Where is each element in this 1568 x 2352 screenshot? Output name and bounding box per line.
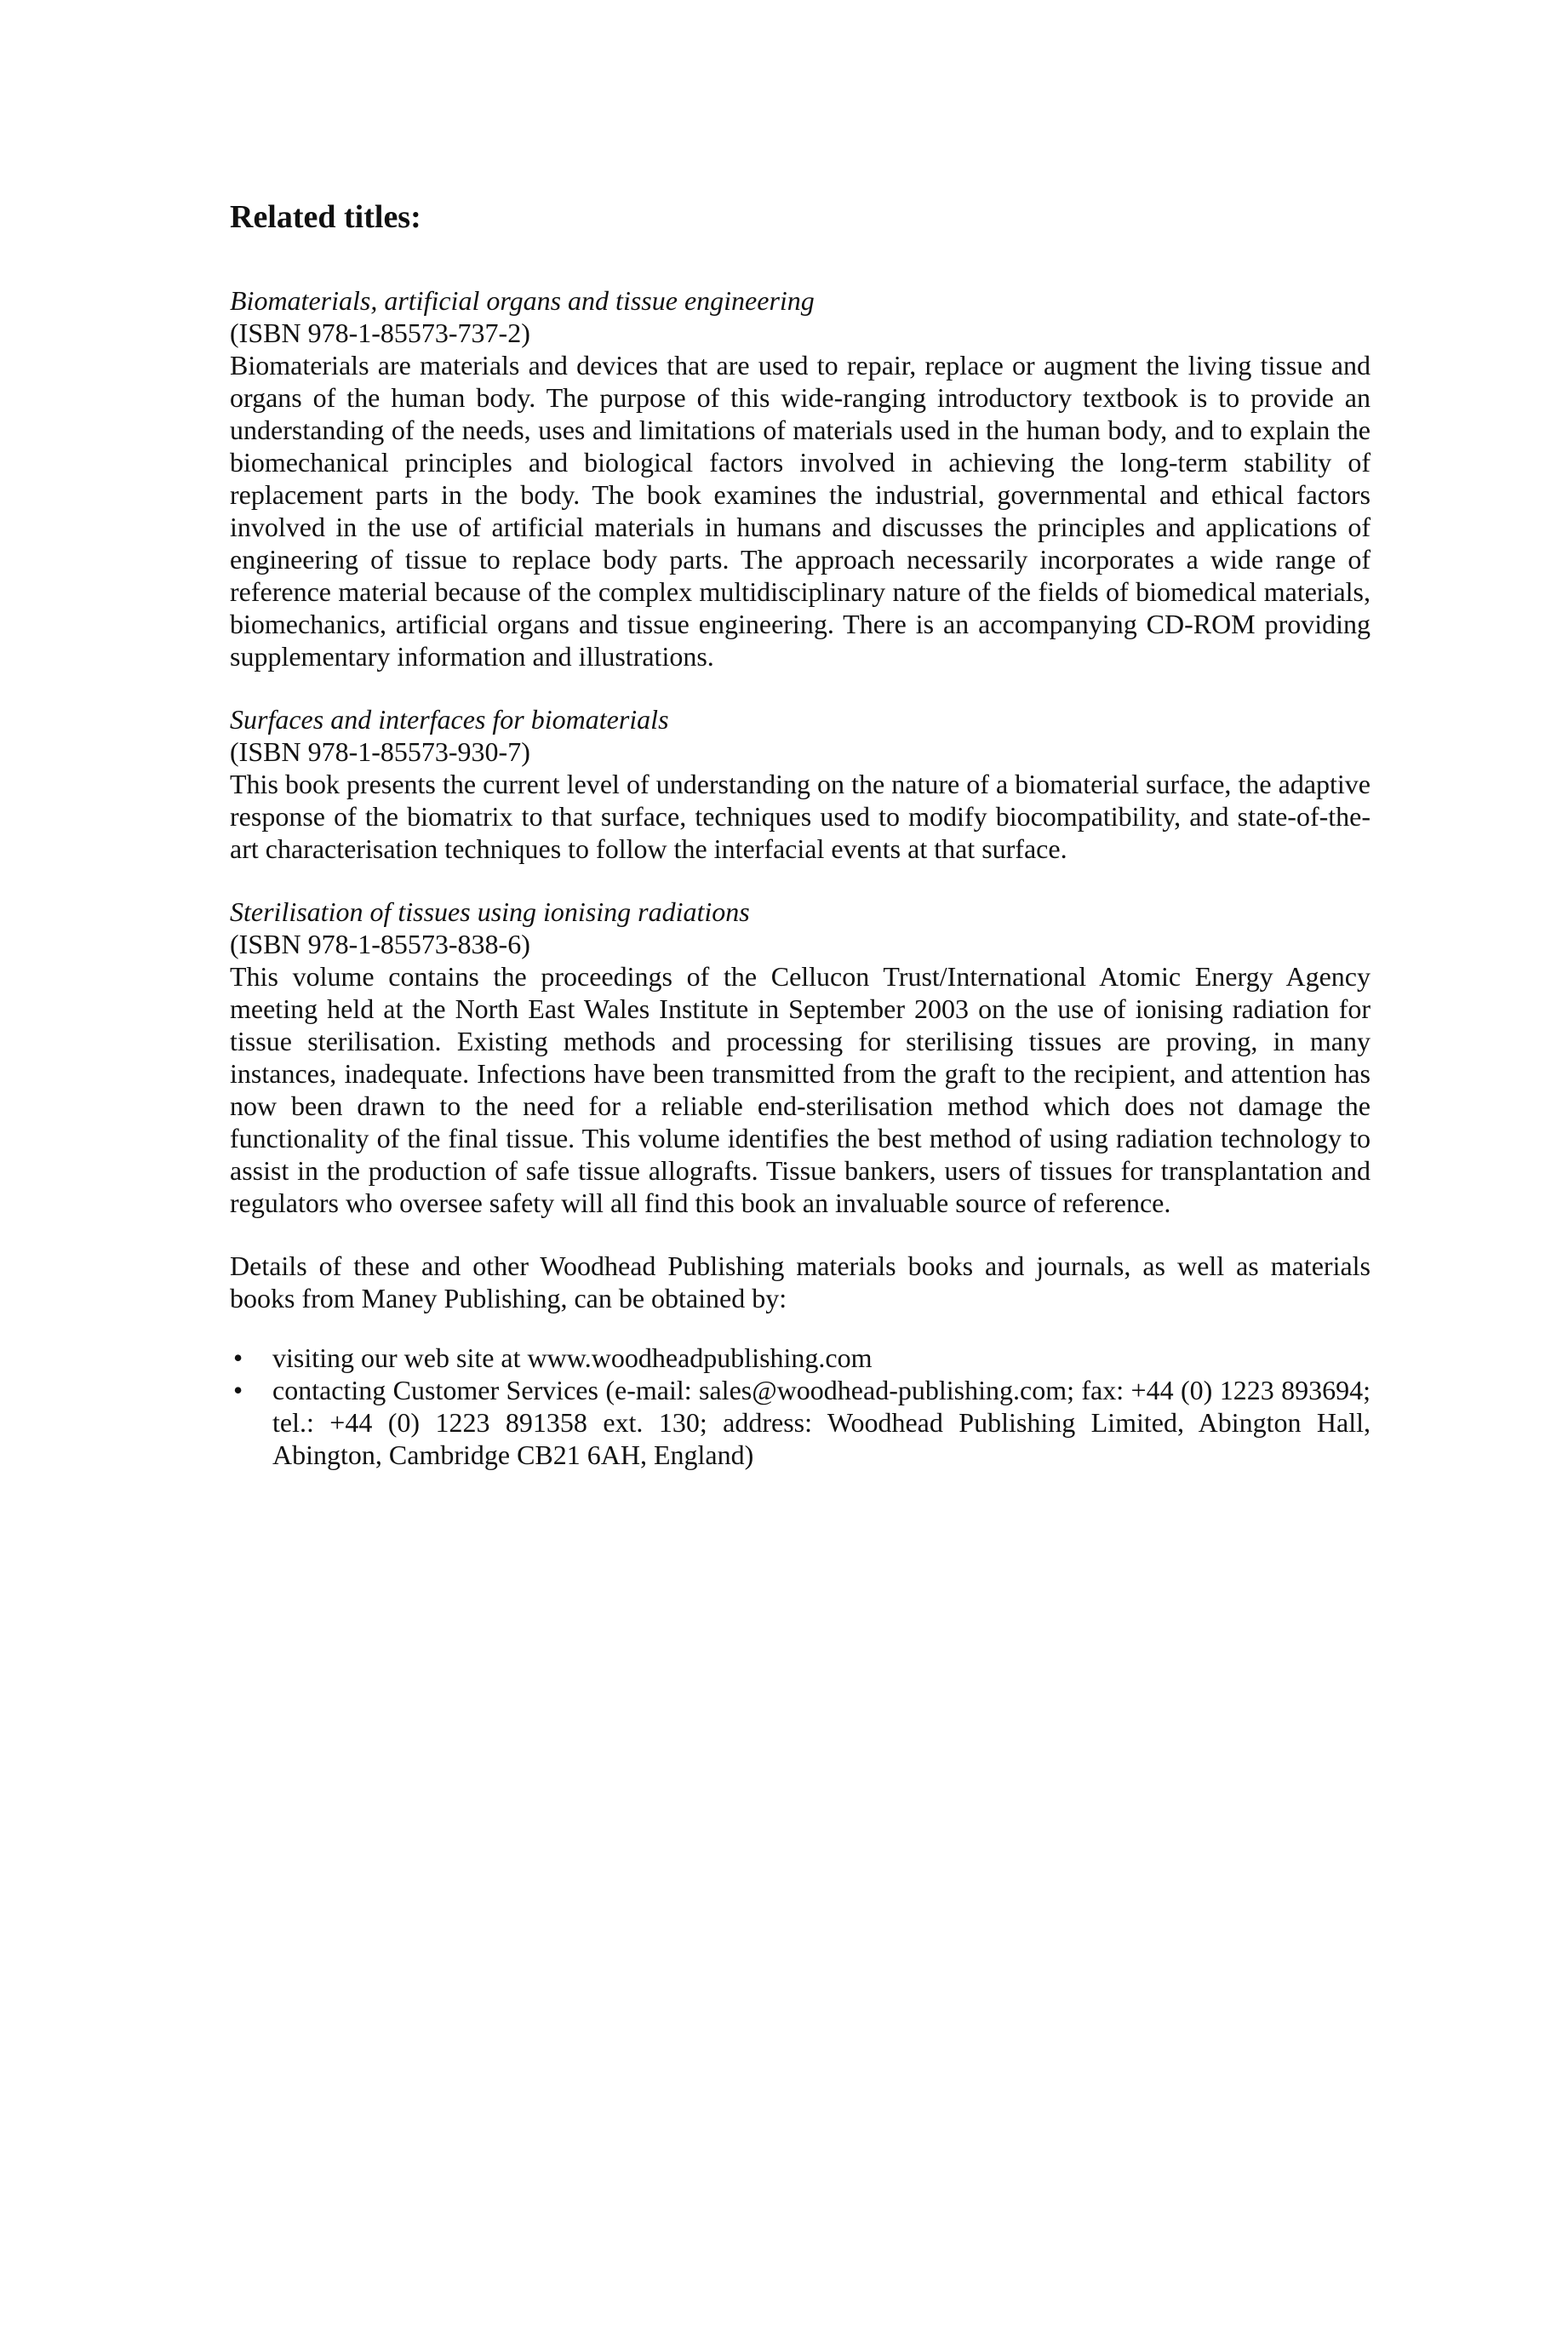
book-isbn: (ISBN 978-1-85573-930-7) bbox=[230, 736, 530, 767]
page-heading: Related titles: bbox=[230, 199, 421, 235]
book-isbn: (ISBN 978-1-85573-737-2) bbox=[230, 318, 530, 348]
list-item bbox=[230, 1342, 1371, 1374]
contact-intro: Details of these and other Woodhead Publishing materials books and journals, as well as materials books from Maney Publishing, can be obtained by: bbox=[230, 1250, 1371, 1313]
book-title: Biomaterials, artificial organs and tissue engineering bbox=[230, 285, 815, 316]
book-title: Surfaces and interfaces for biomaterials bbox=[230, 704, 669, 735]
contact-list bbox=[230, 1342, 1371, 1471]
book-description: This volume contains the proceedings of the Cellucon Trust/International Atomic Energy Agency meeting held at the North East Wales Institute in September 2003 on the use of ionising radiation for tissue sterilisation. Existing methods and processing for sterilising tissues are proving, in many instances, inadequate. Infections have been transmitted from the graft to the recipient, and attention has now been drawn to the need for a reliable end-sterilisation method which does not damage the functionality of the final tissue. This volume identifies the best method of using radiation technology to assist in the production of safe tissue allografts. Tissue bankers, users of tissues for transplantation and regulators who oversee safety will all find this book an invaluable source of reference. bbox=[230, 961, 1371, 1218]
book-entry-sterilisation bbox=[230, 896, 1371, 1219]
book-entry-biomaterials bbox=[230, 284, 1371, 672]
book-description: Biomaterials are materials and devices that are used to repair, replace or augment the living tissue and organs of the human body. The purpose of this wide-ranging introductory textbook is to provide an understanding of the needs, uses and limitations of materials used in the human body, and to explain the biomechanical principles and biological factors involved in achieving the long-term stability of replacement parts in the body. The book examines the industrial, governmental and ethical factors involved in the use of artificial materials in humans and discusses the principles and applications of engineering of tissue to replace body parts. The approach necessarily incorporates a wide range of reference material because of the complex multidisciplinary nature of the fields of biomedical materials, biomechanics, artificial organs and tissue engineering. There is an accompanying CD-ROM providing supplementary information and illustrations. bbox=[230, 350, 1371, 672]
book-title: Sterilisation of tissues using ionising radiations bbox=[230, 896, 750, 927]
related-titles-page bbox=[230, 197, 1371, 1471]
book-isbn: (ISBN 978-1-85573-838-6) bbox=[230, 929, 530, 959]
bullet-icon: • bbox=[233, 1375, 243, 1405]
bullet-icon: • bbox=[233, 1342, 243, 1373]
contact-item-website: visiting our web site at www.woodheadpublishing.com bbox=[272, 1342, 873, 1373]
list-item bbox=[230, 1374, 1371, 1471]
book-entry-surfaces bbox=[230, 703, 1371, 865]
book-description: This book presents the current level of understanding on the nature of a biomaterial surface, the adaptive response of the biomatrix to that surface, techniques used to modify biocompatibility, and state-of-the-art characterisation techniques to follow the interfacial events at that surface. bbox=[230, 769, 1371, 864]
contact-item-customer-services: contacting Customer Services (e-mail: sales@woodhead-publishing.com; fax: +44 (0) 1223 893694; tel.: +44 (0) 1223 891358 ext. 130; address: Woodhead Publishing Limited, Abington Hall, Abington, Cambridge CB21 6AH, England) bbox=[272, 1375, 1371, 1470]
